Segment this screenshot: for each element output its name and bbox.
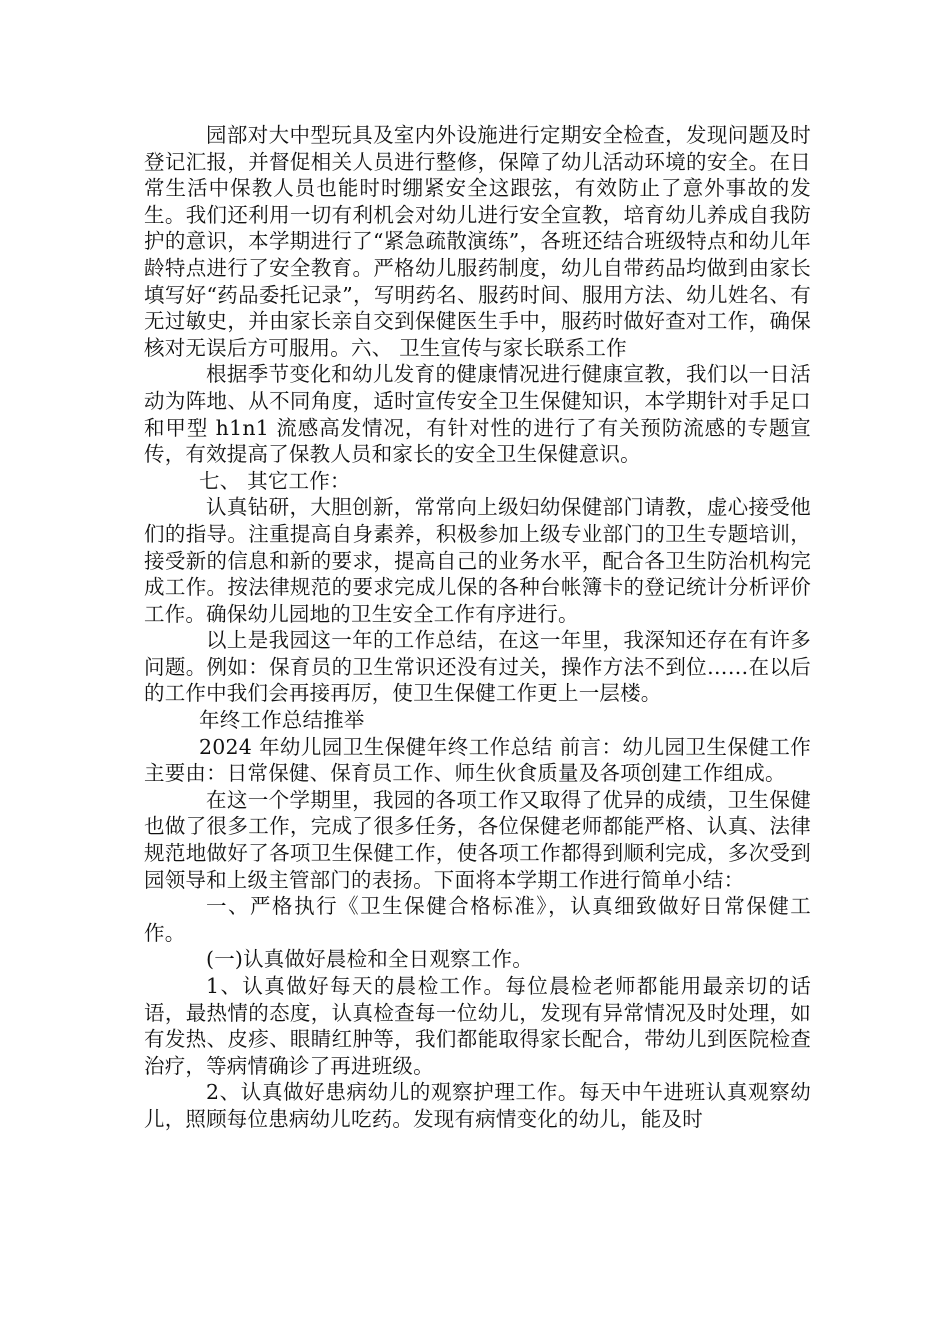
- paragraph-summary-conclusion: 以上是我园这一年的工作总结，在这一年里，我深知还存在有许多问题。例如：保育员的卫生常识还没有过关，操作方法不到位……在以后的工作中我们会再接再厉，使卫生保健工作更上一层楼。: [144, 628, 811, 706]
- paragraph-2024-foreword: 2024 年幼儿园卫生保健年终工作总结 前言：幼儿园卫生保健工作主要由：日常保健、保育员工作、师生伙食质量及各项创建工作组成。: [144, 734, 811, 786]
- heading-year-end-summary: 年终工作总结推举: [199, 708, 365, 733]
- heading-section-one: 一、严格执行《卫生保健合格标准》，认真细致做好日常保健工作。: [144, 894, 811, 945]
- paragraph-health-education: 根据季节变化和幼儿发育的健康情况进行健康宣教，我们以一日活动为阵地、从不同角度，适时宣传安全卫生保健知识，本学期针对手足口和甲型 h1n1 流感高发情况，有针对性的进行了有关预防流感的专题宣传，有效提高了保教人员和家长的安全卫生保健意识。: [144, 362, 811, 467]
- paragraph-semester-overview: 在这一个学期里，我园的各项工作又取得了优异的成绩，卫生保健也做了很多工作，完成了很多任务，各位保健老师都能严格、认真、法律规范地做好了各项卫生保健工作，使各项工作都得到顺利完成，多次受到园领导和上级主管部门的表扬。下面将本学期工作进行简单小结：: [144, 787, 811, 892]
- paragraph-morning-check: 1、认真做好每天的晨检工作。每位晨检老师都能用最亲切的话语，最热情的态度，认真检查每一位幼儿，发现有异常情况及时处理，如有发热、皮疹、眼睛红肿等，我们都能取得家长配合，带幼儿到医院检查治疗，等病情确诊了再进班级。: [144, 974, 811, 1078]
- paragraph-safety-inspection: 园部对大中型玩具及室内外设施进行定期安全检查，发现问题及时登记汇报，并督促相关人员进行整修，保障了幼儿活动环境的安全。在日常生活中保教人员也能时时绷紧安全这跟弦，有效防止了意外事故的发生。我们还利用一切有利机会对幼儿进行安全宣教，培育幼儿养成自我防护的意识，本学期进行了“紧急疏散演练”，各班还结合班级特点和幼儿年龄特点进行了安全教育。严格幼儿服药制度，幼儿自带药品均做到由家长填写好“药品委托记录”，写明药名、服药时间、服用方法、幼儿姓名、有无过敏史，并由家长亲自交到保健医生手中，服药时做好查对工作，确保核对无误后方可服用。六、 卫生宣传与家长联系工作: [144, 123, 811, 360]
- heading-subsection-one: (一)认真做好晨检和全日观察工作。: [206, 947, 533, 972]
- paragraph-sick-child-care: 2、认真做好患病幼儿的观察护理工作。每天中午进班认真观察幼儿，照顾每位患病幼儿吃药。发现有病情变化的幼儿，能及时: [144, 1080, 811, 1131]
- document-body: [144, 122, 811, 1133]
- paragraph-research-innovation: 认真钻研，大胆创新，常常向上级妇幼保健部门请教，虚心接受他们的指导。注重提高自身素养，积极参加上级专业部门的卫生专题培训，接受新的信息和新的要求，提高自己的业务水平，配合各卫生防治机构完成工作。按法律规范的要求完成儿保的各种台帐簿卡的登记统计分析评价工作。确保幼儿园地的卫生安全工作有序进行。: [144, 495, 811, 626]
- heading-other-work: 七、 其它工作：: [199, 468, 351, 493]
